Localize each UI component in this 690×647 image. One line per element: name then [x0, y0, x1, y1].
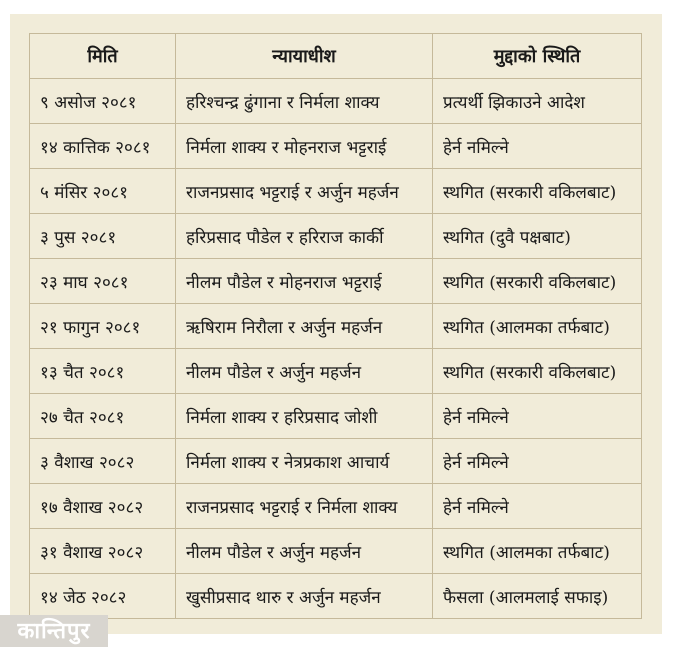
cell-date: १३ चैत २०८१ [30, 349, 176, 394]
table-row [30, 124, 642, 169]
cell-judges: नीलम पौडेल र अर्जुन महर्जन [176, 349, 433, 394]
cell-date: ३ पुस २०८१ [30, 214, 176, 259]
cell-status: प्रत्यर्थी झिकाउने आदेश [433, 79, 642, 124]
cell-date: १४ जेठ २०८२ [30, 574, 176, 619]
cell-judges: नीलम पौडेल र अर्जुन महर्जन [176, 529, 433, 574]
table-row [30, 529, 642, 574]
cell-judges: नीलम पौडेल र मोहनराज भट्टराई [176, 259, 433, 304]
cell-date: ९ असोज २०८१ [30, 79, 176, 124]
cell-date: २१ फागुन २०८१ [30, 304, 176, 349]
table-row [30, 169, 642, 214]
cell-judges: खुसीप्रसाद थारु र अर्जुन महर्जन [176, 574, 433, 619]
table-panel [10, 14, 662, 634]
header-case-status: मुद्दाको स्थिति [433, 34, 642, 79]
cell-judges: राजनप्रसाद भट्टराई र अर्जुन महर्जन [176, 169, 433, 214]
cell-judges: निर्मला शाक्य र हरिप्रसाद जोशी [176, 394, 433, 439]
cell-judges: हरिश्चन्द्र ढुंगाना र निर्मला शाक्य [176, 79, 433, 124]
cell-status: स्थगित (सरकारी वकिलबाट) [433, 259, 642, 304]
cell-date: २३ माघ २०८१ [30, 259, 176, 304]
cell-status: हेर्न नमिल्ने [433, 124, 642, 169]
cell-date: २७ चैत २०८१ [30, 394, 176, 439]
cell-status: हेर्न नमिल्ने [433, 484, 642, 529]
table-row [30, 574, 642, 619]
table-row [30, 259, 642, 304]
cell-status: स्थगित (आलमका तर्फबाट) [433, 304, 642, 349]
cell-status: स्थगित (दुवै पक्षबाट) [433, 214, 642, 259]
cell-judges: निर्मला शाक्य र नेत्रप्रकाश आचार्य [176, 439, 433, 484]
header-date: मिति [30, 34, 176, 79]
cell-status: स्थगित (सरकारी वकिलबाट) [433, 169, 642, 214]
cell-date: १४ कात्तिक २०८१ [30, 124, 176, 169]
header-judges: न्यायाधीश [176, 34, 433, 79]
table-row [30, 484, 642, 529]
cell-status: फैसला (आलमलाई सफाइ) [433, 574, 642, 619]
cell-date: ५ मंसिर २०८१ [30, 169, 176, 214]
cell-status: हेर्न नमिल्ने [433, 439, 642, 484]
cell-judges: राजनप्रसाद भट्टराई र निर्मला शाक्य [176, 484, 433, 529]
cell-status: हेर्न नमिल्ने [433, 394, 642, 439]
table-header-row [30, 34, 642, 79]
cell-judges: निर्मला शाक्य र मोहनराज भट्टराई [176, 124, 433, 169]
cell-status: स्थगित (आलमका तर्फबाट) [433, 529, 642, 574]
table-row [30, 439, 642, 484]
table-row [30, 349, 642, 394]
cell-date: ३१ वैशाख २०८२ [30, 529, 176, 574]
table-row [30, 79, 642, 124]
cell-status: स्थगित (सरकारी वकिलबाट) [433, 349, 642, 394]
hearing-table [29, 33, 642, 619]
kantipur-watermark-logo: कान्तिपुर [0, 615, 108, 647]
cell-judges: हरिप्रसाद पौडेल र हरिराज कार्की [176, 214, 433, 259]
cell-judges: ऋषिराम निरौला र अर्जुन महर्जन [176, 304, 433, 349]
cell-date: ३ वैशाख २०८२ [30, 439, 176, 484]
table-row [30, 214, 642, 259]
cell-date: १७ वैशाख २०८२ [30, 484, 176, 529]
table-row [30, 304, 642, 349]
table-row [30, 394, 642, 439]
